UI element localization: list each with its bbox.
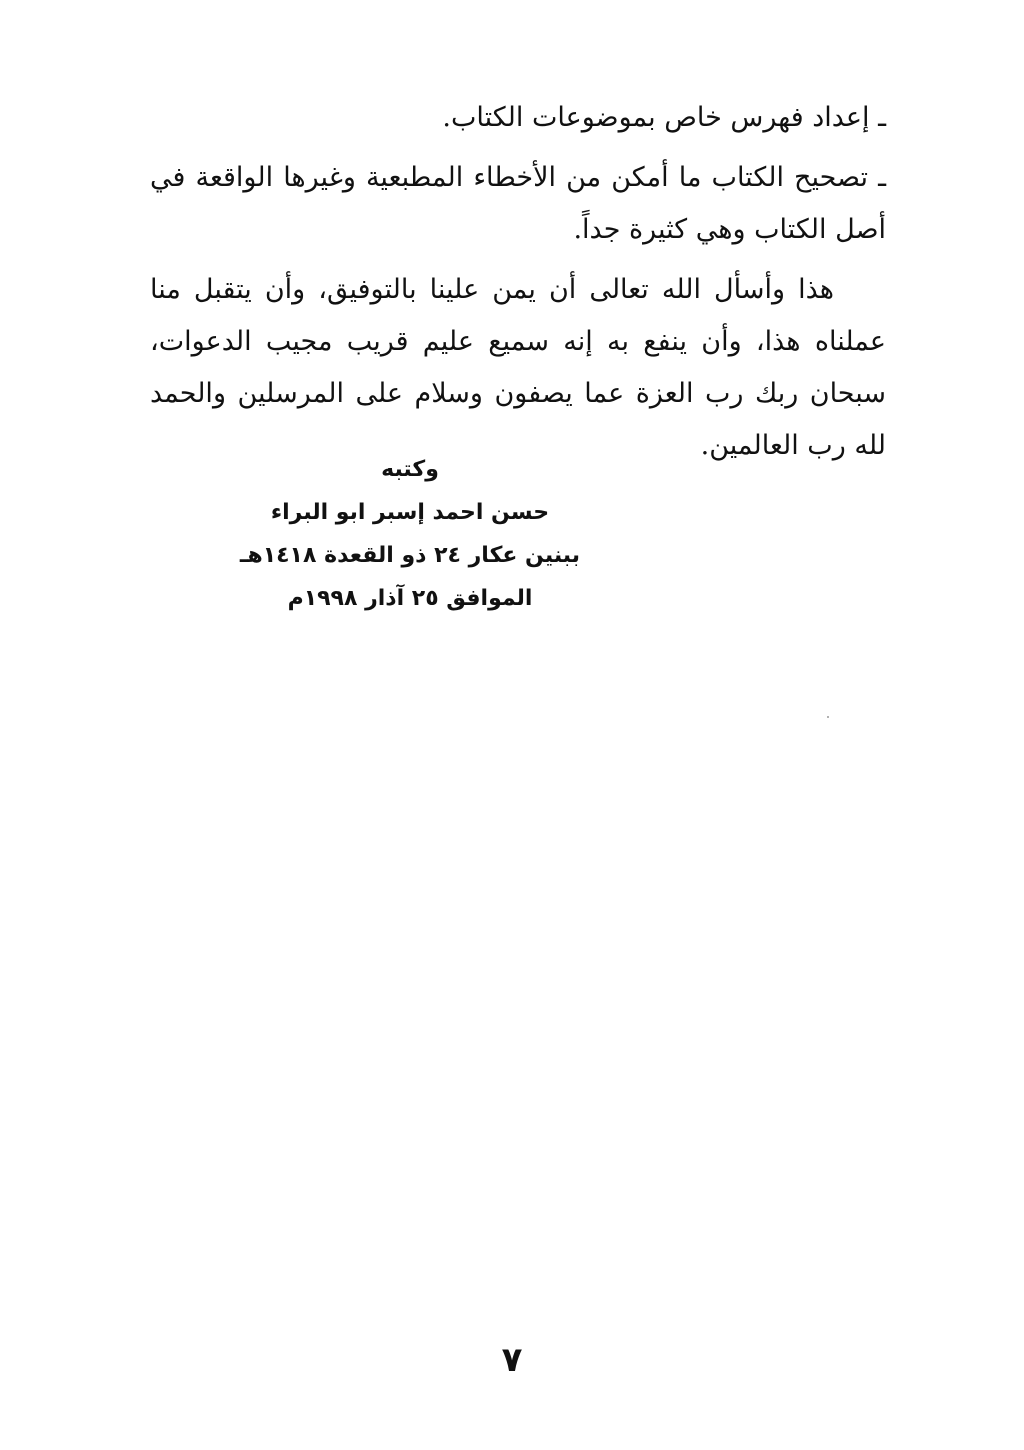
page-number: ٧ [501,1340,523,1380]
signature-intro: وكتبه [381,457,439,482]
closing-paragraph: هذا وأسأل الله تعالى أن يمن علينا بالتوفيق، وأن يتقبل منا عملناه هذا، وأن ينفع به إنه سميع عليم قريب مجيب الدعوات، سبحان ربك رب العزة عما يصفون وسلام على المرسلين والحمد لله رب العالمين. [150,274,886,461]
hijri-date: ببنين عكار ٢٤ ذو القعدة ١٤١٨هـ [239,543,581,568]
scan-speck [827,716,829,718]
gregorian-date: الموافق ٢٥ آذار ١٩٩٨م [287,586,533,611]
list-item-index: ـ إعداد فهرس خاص بموضوعات الكتاب. [442,102,886,133]
author-name: حسن احمد إسبر ابو البراء [270,500,550,525]
signature-block [180,448,640,620]
body-text [150,92,886,480]
list-item-corrections: ـ تصحيح الكتاب ما أمكن من الأخطاء المطبعية وغيرها الواقعة في أصل الكتاب وهي كثيرة جداً. [150,162,886,245]
